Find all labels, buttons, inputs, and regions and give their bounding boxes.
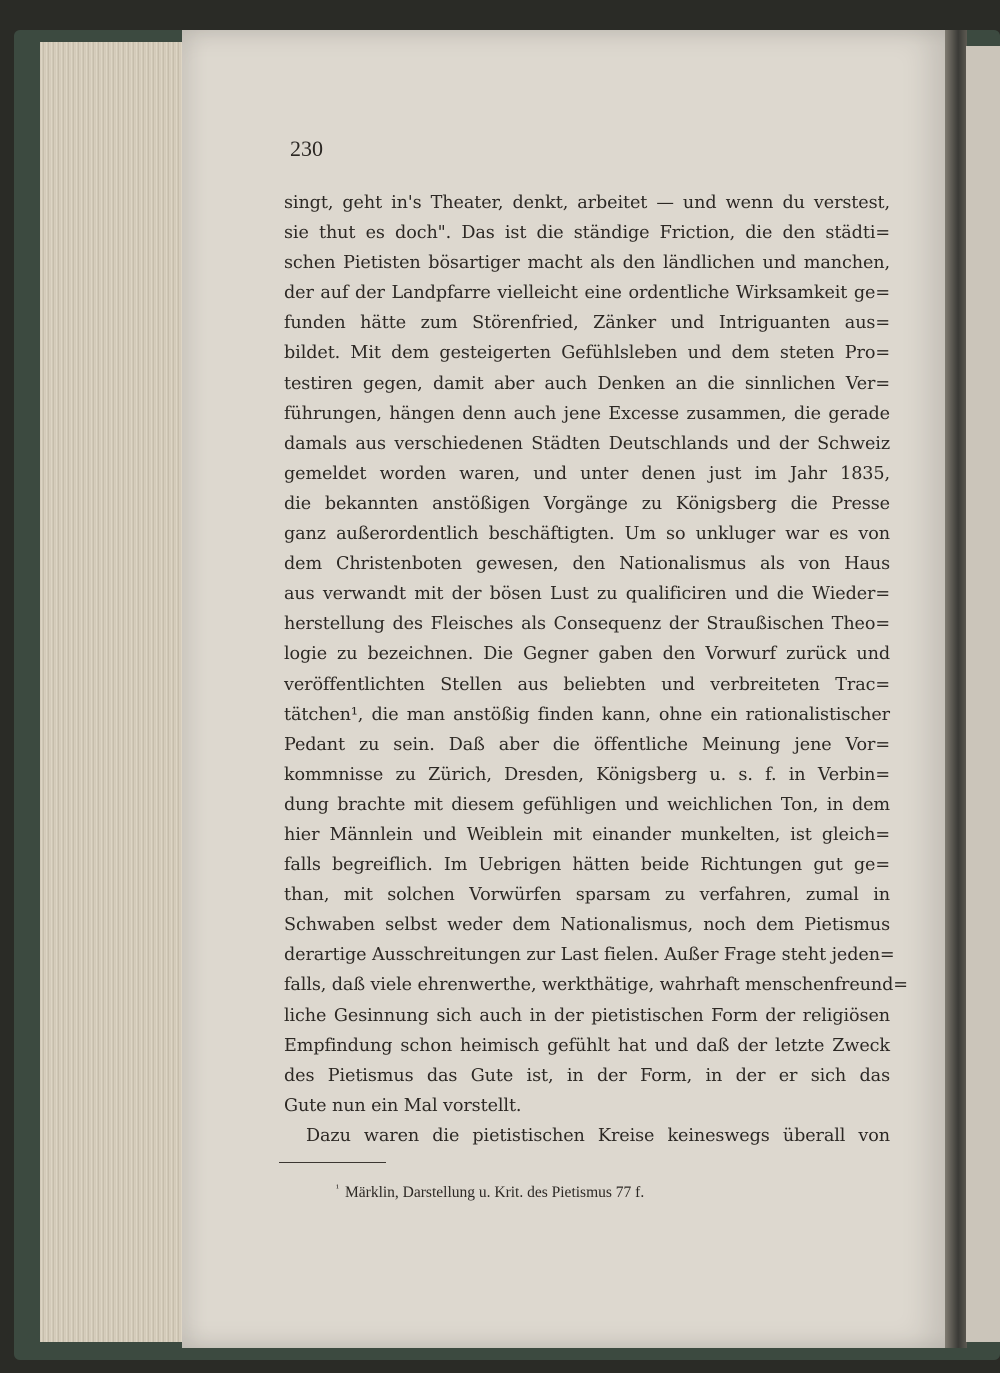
text-line: liche Gesinnung sich auch in der pietistischen Form der religiösen — [284, 1005, 890, 1026]
page-edges — [40, 42, 190, 1342]
book-gutter — [945, 30, 967, 1348]
text-line: derartige Ausschreitungen zur Last fielen. Außer Frage steht jeden= — [284, 945, 895, 966]
text-line: damals aus verschiedenen Städten Deutschlands und der Schweiz — [284, 433, 890, 454]
text-line: des Pietismus das Gute ist, in der Form, in der er sich das — [284, 1065, 890, 1086]
text-line: Dazu waren die pietistischen Kreise keineswegs überall von — [306, 1125, 890, 1146]
text-line: falls, daß viele ehrenwerthe, werkthätige, wahrhaft menschenfreund= — [284, 975, 908, 996]
text-line: tätchen¹, die man anstößig finden kann, ohne ein rationalistischer — [284, 704, 890, 725]
text-line: sie thut es doch". Das ist die ständige Friction, die den städti= — [284, 223, 890, 244]
footnote-marker: ¹ — [336, 1183, 339, 1194]
text-line: funden hätte zum Störenfried, Zänker und Intriguanten aus= — [284, 313, 890, 334]
text-line: die bekannten anstößigen Vorgänge zu Königsberg die Presse — [284, 493, 890, 514]
page-number: 230 — [290, 136, 323, 161]
text-line: schen Pietisten bösartiger macht als den ländlichen und manchen, — [284, 253, 890, 274]
text-line: dem Christenboten gewesen, den Nationalismus als von Haus — [284, 554, 890, 575]
text-line: kommnisse zu Zürich, Dresden, Königsberg u. s. f. in Verbin= — [284, 764, 890, 785]
text-line: veröffentlichten Stellen aus beliebten und verbreiteten Trac= — [284, 674, 890, 695]
facing-page-edge — [966, 46, 1000, 1342]
text-line: führungen, hängen denn auch jene Excesse zusammen, die gerade — [284, 403, 890, 424]
text-line: Gute nun ein Mal vorstellt. — [284, 1095, 522, 1116]
text-line: ganz außerordentlich beschäftigten. Um so unkluger war es von — [284, 524, 890, 545]
text-line: falls begreiflich. Im Uebrigen hätten beide Richtungen gut ge= — [284, 855, 890, 876]
footnote-text: Märklin, Darstellung u. Krit. des Pietismus 77 f. — [345, 1184, 645, 1202]
text-line: aus verwandt mit der bösen Lust zu qualificiren und die Wieder= — [284, 584, 890, 605]
text-line: singt, geht in's Theater, denkt, arbeitet — und wenn du verstest, — [284, 193, 890, 213]
text-line: testiren gegen, damit aber auch Denken an die sinnlichen Ver= — [284, 373, 890, 394]
text-line: bildet. Mit dem gesteigerten Gefühlsleben und dem steten Pro= — [284, 343, 890, 364]
footnote — [336, 1183, 644, 1202]
text-line: than, mit solchen Vorwürfen sparsam zu verfahren, zumal in — [284, 885, 890, 906]
text-line: Schwaben selbst weder dem Nationalismus, noch dem Pietismus — [284, 915, 890, 936]
text-line: herstellung des Fleisches als Consequenz der Straußischen Theo= — [284, 614, 890, 635]
text-line: Pedant zu sein. Daß aber die öffentliche Meinung jene Vor= — [284, 734, 890, 755]
text-line: Empfindung schon heimisch gefühlt hat und daß der letzte Zweck — [284, 1035, 890, 1056]
text-line: gemeldet worden waren, und unter denen just im Jahr 1835, — [284, 463, 890, 484]
text-line: logie zu bezeichnen. Die Gegner gaben den Vorwurf zurück und — [284, 644, 890, 665]
body-text — [284, 188, 908, 1151]
text-line: dung brachte mit diesem gefühligen und weichlichen Ton, in dem — [284, 794, 890, 815]
text-line: der auf der Landpfarre vielleicht eine ordentliche Wirksamkeit ge= — [284, 283, 890, 304]
text-line: hier Männlein und Weiblein mit einander munkelten, ist gleich= — [284, 824, 890, 845]
footnote-rule — [279, 1162, 386, 1163]
